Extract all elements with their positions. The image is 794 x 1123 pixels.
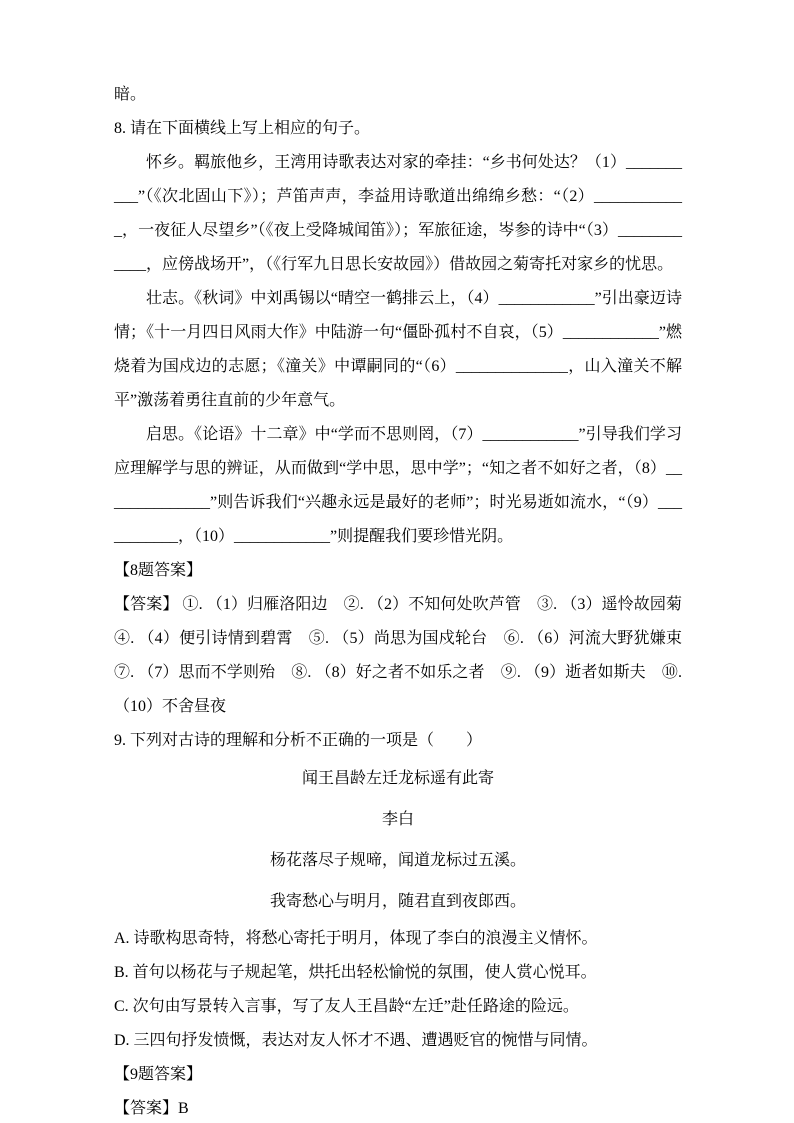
question-8-paragraph-huaixiang: 怀乡。羁旅他乡，王湾用诗歌表达对家的牵挂：“乡书何处达？（1）__________”（《次北固山下》）；芦笛声声，李益用诗歌道出绵绵乡愁：“（2）____________，一夜征人尽望乡”（《夜上受降城闻笛》）；军旅征途，岑参的诗中“（3）____________，应傍战场开”，（《行军九日思长安故园》）借故园之菊寄托对家乡的忧思。 bbox=[114, 154, 682, 273]
option-c: C. 次句由写景转入言事，写了友人王昌龄“左迁”赴任路途的险远。 bbox=[114, 998, 579, 1015]
question-8-paragraph-qisi: 启思。《论语》十二章》中“学而不思则罔，（7）____________”引导我们学习应理解学与思的辨证，从而做到“学中思，思中学”；“知之者不如好之者，（8）______________”则告诉我们“兴趣永远是最好的老师”；时光易逝如流水，“（9）___________，（10）____________”则提醒我们要珍惜光阴。 bbox=[114, 426, 682, 545]
question-8-paragraph-zhuangzhi: 壮志。《秋词》中刘禹锡以“晴空一鹤排云上，（4）____________”引出豪迈诗情；《十一月四日风雨大作》中陆游一句“僵卧孤村不自哀，（5）____________”燃烧着为国戍边的志愿；《潼关》中谭嗣同的“（6）______________，山入潼关不解平”激荡着勇往直前的少年意气。 bbox=[114, 290, 682, 409]
poem-line: 杨花落尽子规啼，闻道龙标过五溪。 bbox=[269, 852, 526, 869]
question-9-prompt: 9. 下列对古诗的理解和分析不正确的一项是（ ） bbox=[114, 732, 483, 749]
poem-author: 李白 bbox=[381, 811, 414, 828]
poem-title: 闻王昌龄左迁龙标遥有此寄 bbox=[301, 770, 494, 787]
poem-block bbox=[114, 758, 682, 922]
answer-9-header: 【9题答案】 bbox=[114, 1066, 203, 1083]
option-d: D. 三四句抒发愤慨，表达对友人怀才不遇、遭遇贬官的惋惜与同情。 bbox=[114, 1032, 598, 1049]
answer-9-text: 【答案】B bbox=[114, 1100, 189, 1117]
answer-8-text: 【答案】 ①. （1）归雁洛阳边 ②. （2）不知何处吹芦管 ③. （3）遥怜故园菊 ④. （4）便引诗情到碧霄 ⑤. （5）尚思为国戍轮台 ⑥. （6）河流大野犹嫌束 ⑦. （7）思而不学则殆 ⑧. （8）好之者不如乐之者 ⑨. （9）逝者如斯夫 ⑩. （10）不舍昼夜 bbox=[114, 596, 699, 715]
option-a: A. 诗歌构思奇特，将愁心寄托于明月，体现了李白的浪漫主义情怀。 bbox=[114, 930, 598, 947]
answer-8-header: 【8题答案】 bbox=[114, 562, 203, 579]
option-b: B. 首句以杨花与子规起笔，烘托出轻松愉悦的氛围，使人赏心悦耳。 bbox=[114, 964, 597, 981]
question-8-prompt: 8. 请在下面横线上写上相应的句子。 bbox=[114, 120, 371, 137]
leading-text: 暗。 bbox=[114, 86, 147, 103]
poem-line: 我寄愁心与明月，随君直到夜郎西。 bbox=[269, 893, 526, 910]
